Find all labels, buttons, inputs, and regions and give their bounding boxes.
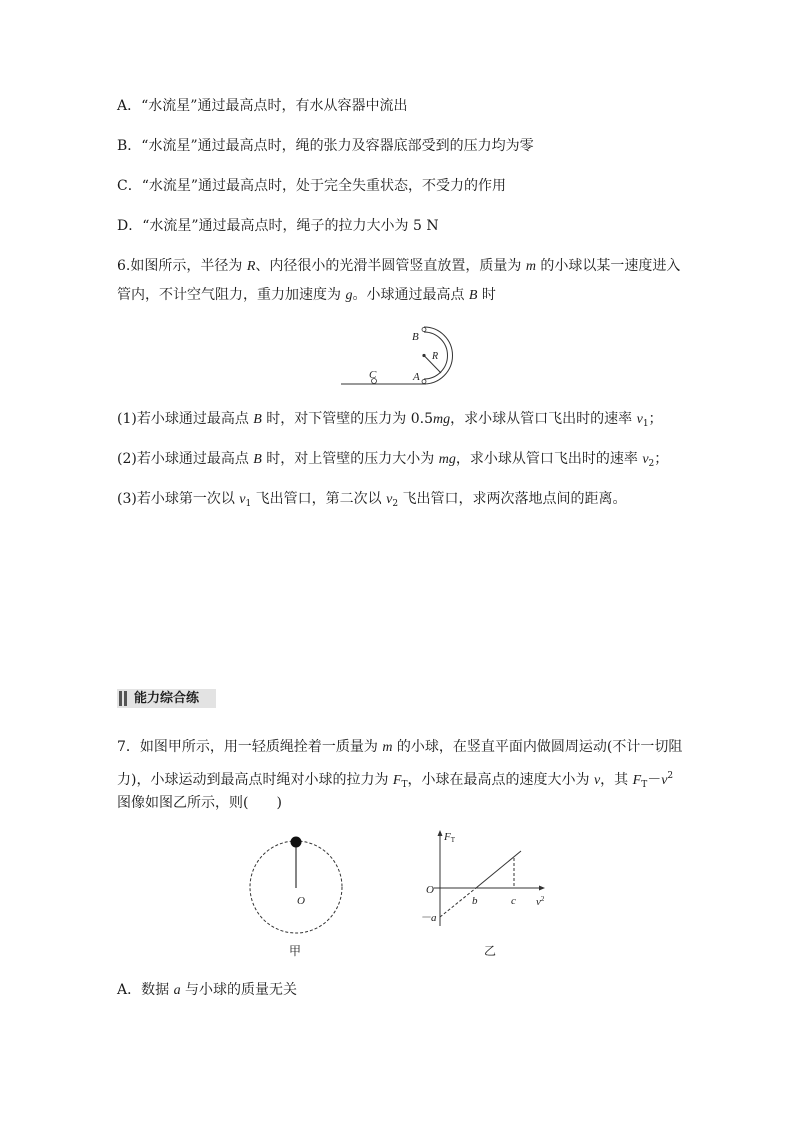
text: 的小球，在竖直平面内做圆周运动(不计一切阻: [392, 739, 683, 755]
ball-b-marker: [422, 328, 426, 332]
var-r: R: [246, 259, 256, 274]
text: 管内，不计空气阻力，重力加速度为: [117, 287, 346, 303]
text: 力)，小球运动到最高点时绳对小球的拉力为: [117, 772, 393, 788]
text: 。小球通过最高点: [352, 287, 469, 303]
label-o: O: [297, 895, 305, 907]
axis-x-var: v: [536, 896, 541, 908]
ball-a-marker: [422, 380, 426, 384]
text: 7．如图甲所示，用一轻质绳拴着一质量为: [117, 739, 383, 755]
text: (3)若小球第一次以: [117, 491, 240, 507]
q6-stem-line-1: [117, 256, 680, 277]
option-letter: A．: [117, 98, 142, 114]
y-axis-arrow: [438, 830, 443, 836]
option-text: “水流星”通过最高点时，有水从容器中流出: [141, 98, 408, 114]
q5-option-c: [117, 176, 506, 196]
label-c: C: [369, 369, 377, 381]
var-m: m: [382, 740, 393, 755]
text: 时，对下管壁的压力为 0.5: [261, 411, 434, 427]
text: ；: [654, 451, 669, 467]
q7-figure-jia: [240, 830, 356, 966]
section-bar: [124, 691, 127, 706]
text: (1)若小球通过最高点: [117, 411, 254, 427]
var-b: B: [253, 412, 262, 427]
q7-figure-yi: [418, 826, 558, 966]
text: ，求小球从管口飞出时的速率: [455, 451, 643, 467]
q5-option-d: [117, 216, 439, 236]
option-text: “水流星”通过最高点时，绳的张力及容器底部受到的压力均为零: [141, 138, 534, 154]
q6-stem-line-2: [117, 285, 496, 306]
caption-jia: 甲: [289, 944, 302, 958]
text: 时，对上管壁的压力大小为: [261, 451, 439, 467]
var-v: v: [593, 773, 601, 788]
subscript: T: [641, 780, 648, 790]
text: －: [647, 772, 662, 788]
label-b: b: [472, 895, 478, 907]
dashed-extension: [440, 888, 476, 917]
text: (2)若小球通过最高点: [117, 451, 254, 467]
var-v: v: [386, 492, 393, 507]
superscript: 2: [667, 771, 674, 781]
section-bar: [119, 691, 122, 706]
q5-option-a: [117, 96, 407, 116]
text: 图像如图乙所示，则( ): [117, 795, 282, 811]
axis-label-f: [443, 831, 456, 844]
x-axis-arrow: [539, 886, 545, 891]
var-b: B: [253, 452, 262, 467]
option-letter: A．: [117, 982, 142, 998]
option-letter: D．: [117, 218, 143, 234]
tube-outer-wall: [424, 327, 453, 384]
subscript: 2: [392, 499, 399, 509]
section-title: 能力综合练: [134, 691, 200, 706]
text: 飞出管口，第二次以: [251, 491, 387, 507]
q7-stem-line-3: [117, 793, 282, 813]
text: 与小球的质量无关: [180, 982, 298, 998]
text: ；: [648, 411, 663, 427]
label-c: c: [511, 895, 516, 907]
axis-y-var: F: [444, 831, 451, 843]
var-v: v: [661, 773, 668, 788]
label-a: A: [413, 371, 420, 383]
text: ，其: [600, 772, 633, 788]
text: ，小球在最高点的速度大小为: [407, 772, 594, 788]
label-origin: O: [426, 884, 434, 896]
section-header: [117, 689, 216, 708]
label-b: B: [412, 331, 419, 343]
subscript: 2: [648, 459, 655, 469]
q6-sub-1: [117, 409, 663, 434]
subscript: 1: [245, 499, 252, 509]
subscript: T: [401, 780, 408, 790]
q6-sub-3: [117, 489, 627, 514]
option-letter: B．: [117, 138, 142, 154]
text: 时: [477, 287, 496, 303]
var-v: v: [636, 412, 643, 427]
text: 数据: [141, 982, 174, 998]
label-neg-a: －a: [420, 912, 437, 924]
axis-label-v2: [536, 895, 545, 908]
option-text: “水流星”通过最高点时，绳子的拉力大小为 5 N: [142, 218, 439, 234]
q7-stem-line-1: [117, 737, 682, 758]
option-text: “水流星”通过最高点时，处于完全失重状态，不受力的作用: [141, 178, 507, 194]
q6-sub-2: [117, 449, 668, 474]
text: ，求小球从管口飞出时的速率: [450, 411, 637, 427]
subscript: 1: [642, 419, 649, 429]
var-v: v: [642, 452, 649, 467]
q6-tube-figure: [336, 318, 476, 390]
axis-y-sub: T: [450, 836, 456, 844]
caption-yi: 乙: [484, 944, 497, 958]
var-mg: mg: [433, 412, 451, 427]
option-letter: C．: [117, 178, 142, 194]
text: 6.如图所示，半径为: [117, 258, 247, 274]
axis-x-sup: 2: [540, 895, 545, 903]
var-f: F: [632, 773, 642, 788]
var-a: a: [173, 983, 181, 998]
q7-option-a: [117, 980, 297, 1001]
ball: [291, 837, 302, 848]
var-b: B: [468, 288, 478, 303]
text: 飞出管口，求两次落地点间的距离。: [398, 491, 627, 507]
var-f: F: [392, 773, 402, 788]
var-g: g: [345, 288, 353, 303]
var-mg: mg: [438, 452, 456, 467]
q5-option-b: [117, 136, 534, 156]
text: 、内径很小的光滑半圆管竖直放置，质量为: [255, 258, 526, 274]
label-r: R: [432, 351, 439, 362]
q7-stem-line-2: [117, 766, 673, 795]
var-v: v: [239, 492, 246, 507]
text: 的小球以某一速度进入: [535, 258, 681, 274]
var-m: m: [525, 259, 536, 274]
